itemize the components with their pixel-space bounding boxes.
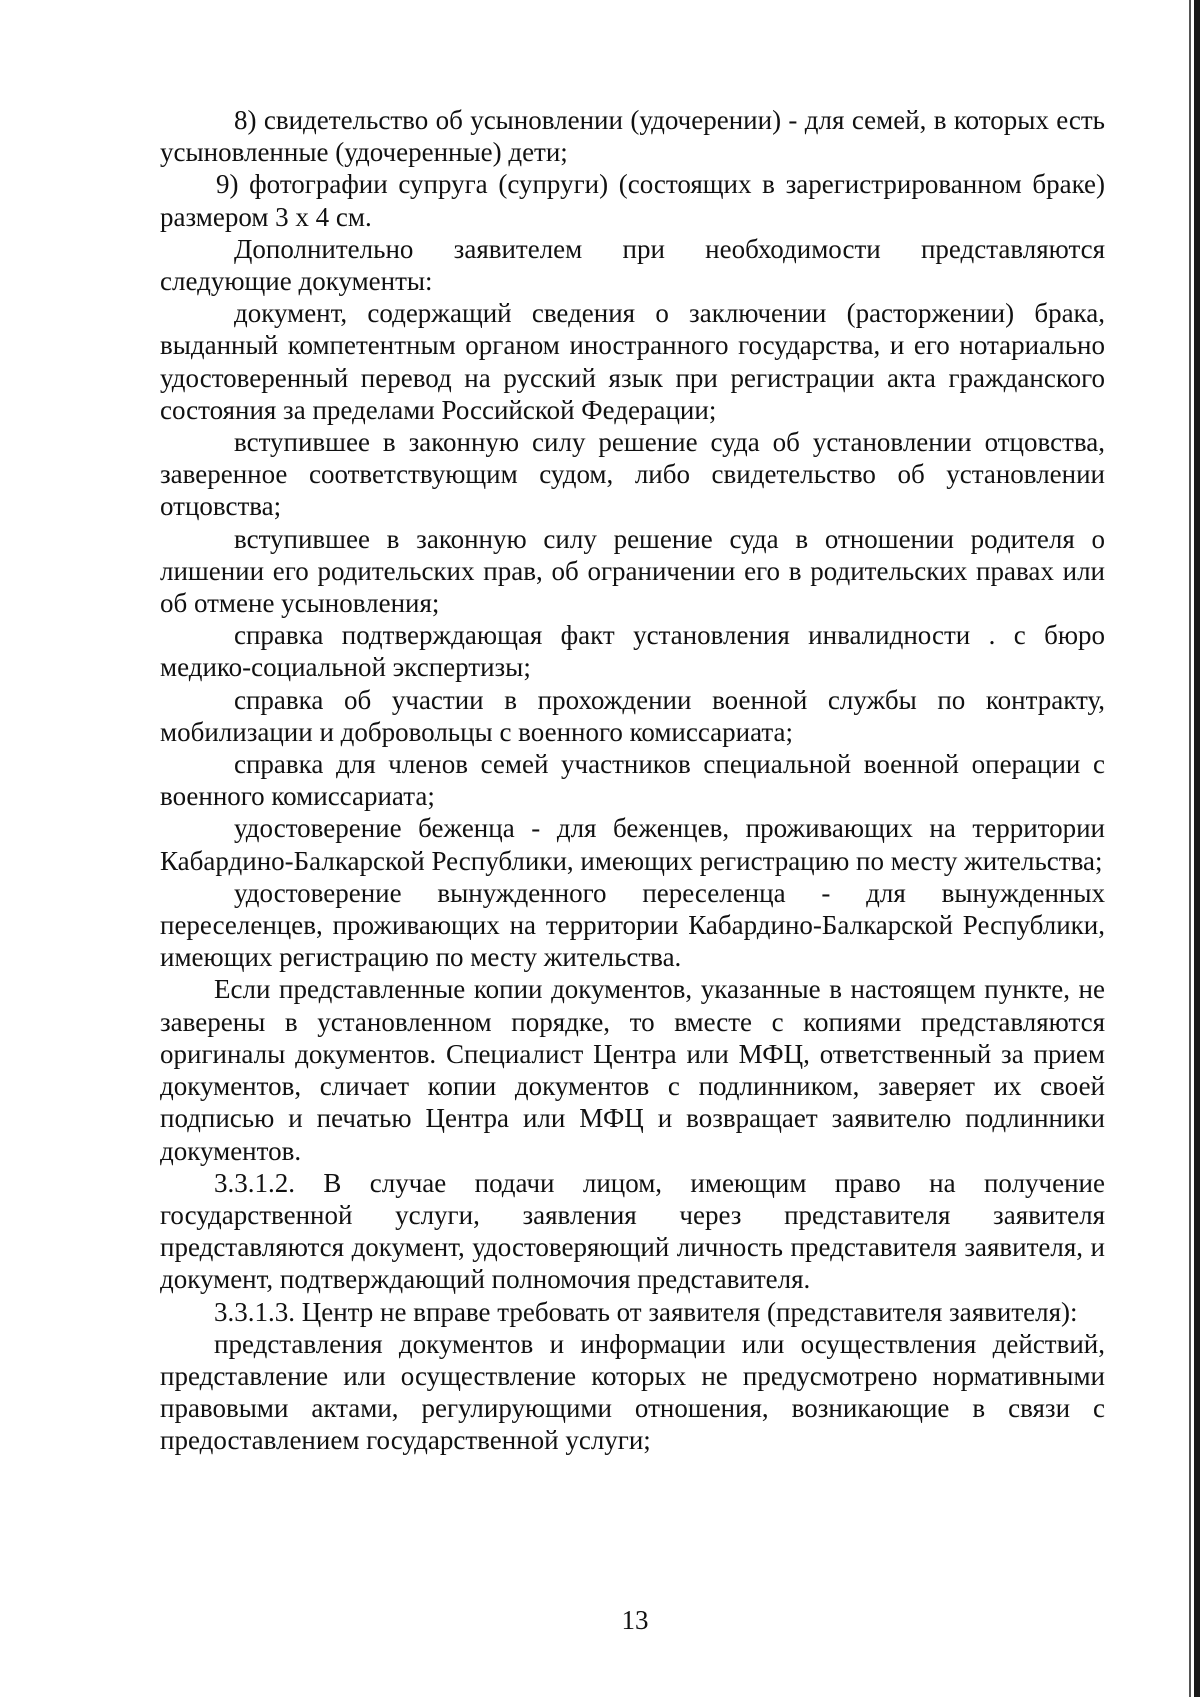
paragraph-svo-families: справка для членов семей участников специальной военной операции с военного комиссариата; bbox=[160, 749, 1105, 812]
paragraph-military-service: справка об участии в прохождении военной службы по контракту, мобилизации и добровольцы с военного комиссариата; bbox=[160, 684, 1105, 747]
paragraph-item-9: 9) фотографии супруга (супруги) (состоящих в зарегистрированном браке) размером 3 х 4 см. bbox=[160, 169, 1105, 232]
scan-edge bbox=[1194, 0, 1200, 1697]
document-body bbox=[160, 104, 1105, 1457]
paragraph-copies: Если представленные копии документов, указанные в настоящем пункте, не заверены в установленном порядке, то вместе с копиями представляются оригиналы документов. Специалист Центра или МФЦ, ответственный за прием документов, сличает копии документов с подлинником, заверяет их своей подписью и печатью Центра или МФЦ и возвращает заявителю подлинники документов. bbox=[160, 974, 1105, 1166]
paragraph-disability: справка подтверждающая факт установления инвалидности . с бюро медико-социальной экспертизы; bbox=[160, 620, 1105, 683]
paragraph-item-8: 8) свидетельство об усыновлении (удочерении) - для семей, в которых есть усыновленные (удочеренные) дети; bbox=[160, 105, 1105, 168]
paragraph-additional-docs: Дополнительно заявителем при необходимости представляются следующие документы: bbox=[160, 233, 1105, 297]
scan-edge-line bbox=[1189, 0, 1191, 1697]
paragraph-requirements: представления документов и информации или осуществления действий, представление или осуществление которых не предусмотрено нормативными правовыми актами, регулирующими отношения, возникающие в связи с предоставлением государственной услуги; bbox=[160, 1328, 1105, 1456]
page-number: 13 bbox=[621, 1605, 649, 1635]
paragraph-displaced: удостоверение вынужденного переселенца - для вынужденных переселенцев, проживающих на территории Кабардино-Балкарской Республики, имеющих регистрацию по месту жительства. bbox=[160, 877, 1105, 973]
paragraph-paternity: вступившее в законную силу решение суда об установлении отцовства, заверенное соответствующим судом, либо свидетельство об установлении отцовства; bbox=[160, 427, 1105, 522]
paragraph-3-3-1-2: 3.3.1.2. В случае подачи лицом, имеющим право на получение государственной услуги, заявления через представителя заявителя представляются документ, удостоверяющий личность представителя заявителя, и документ, подтверждающий полномочия представителя. bbox=[160, 1167, 1105, 1295]
paragraph-refugee: удостоверение беженца - для беженцев, проживающих на территории Кабардино-Балкарской Республики, имеющих регистрацию по месту жительства; bbox=[160, 813, 1105, 876]
paragraph-marriage-doc: документ, содержащий сведения о заключении (расторжении) брака, выданный компетентным органом иностранного государства, и его нотариально удостоверенный перевод на русский язык при регистрации акта гражданского состояния за пределами Российской Федерации; bbox=[160, 298, 1105, 425]
paragraph-parental-rights: вступившее в законную силу решение суда в отношении родителя о лишении его родительских прав, об ограничении его в родительских правах или об отмене усыновления; bbox=[160, 523, 1105, 619]
paragraph-3-3-1-3: 3.3.1.3. Центр не вправе требовать от заявителя (представителя заявителя): bbox=[214, 1296, 1078, 1327]
